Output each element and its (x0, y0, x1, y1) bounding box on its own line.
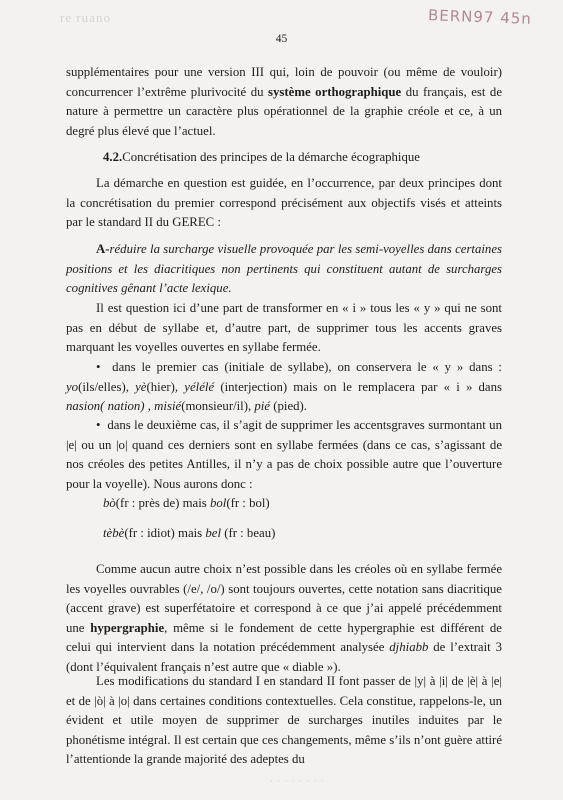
paragraph-5 (66, 672, 502, 770)
bullet-1-intro: dans le premier cas (initiale de syllabe), on conservera le « y » dans : (112, 360, 502, 374)
paragraph-3 (66, 299, 502, 358)
section-heading-number: 4.2. (103, 150, 123, 164)
paragraph-5-text: Les modifications du standard I en standard II font passer de |y| à |i| de |è| à |e| et de |ò| à |o| dans certaines conditions contextuelles. Cela constitue, rappelons-le, un évident et utile moyen de supprimer de surcharges inutiles induites par le phonétisme intégral. Il est certain que ces changements, même s’ils n’ont guère attiré l’attentionde la grande majorité des adeptes du (66, 674, 502, 766)
paragraph-2-text: La démarche en question est guidée, en l’occurrence, par deux principes dont la concrétisation du premier correspond précisément aux objectifs visés et atteints par le standard II du GEREC : (66, 176, 502, 229)
paragraph-4-bold: hypergraphie (90, 620, 165, 635)
principle-a-label: A- (96, 242, 110, 256)
principle-a-quote (66, 240, 502, 299)
example-gloss: (fr : beau) (221, 526, 276, 540)
paragraph-4-middle: , même si le fondement de cette hypergraphie est différent de celui qui intervient dans la notation précédemment analysée (66, 620, 502, 654)
handwritten-archive-note: BERN97 45n (427, 6, 533, 28)
paragraph-4-end: de l’extrait 3 (dont l’équivalent français n’est autre que « diable »). (66, 640, 503, 674)
paragraph-4-italic-word: djhiabb (389, 640, 429, 654)
example-gloss: (pied). (270, 399, 308, 413)
section-heading (103, 148, 503, 168)
paragraph-1-end: du français, est de nature à permettre un caractère plus opérationnel de la graphie créole et ce, à un degré plus élevé que l’actuel. (66, 84, 502, 138)
example-word: bò (103, 496, 116, 510)
example-word: bol (209, 496, 227, 510)
faded-footer-text: · · · · · · · · (270, 776, 325, 786)
section-heading-text: Concrétisation des principes de la démarche écographique (122, 150, 420, 164)
bullet-item-2 (66, 416, 502, 494)
example-word: tèbè (103, 526, 125, 540)
example-gloss: (fr : idiot) mais (124, 526, 206, 540)
example-word: yo (66, 379, 79, 394)
example-word: yè (135, 379, 147, 394)
example-gloss: (fr : près de) mais (115, 496, 210, 510)
example-line-1 (103, 494, 503, 514)
example-gloss: (interjection) mais on le remplacera par « i » dans (214, 379, 502, 394)
bullet-dot-icon: • (96, 360, 113, 374)
paragraph-1-bold: système orthographique (268, 84, 402, 99)
paragraph-1-start: supplémentaires pour une version III qui, loin de pouvoir (ou même de vouloir) concurrencer l’extrême plurivocité du (66, 65, 502, 99)
example-gloss: (fr : bol) (226, 496, 270, 510)
paragraph-3-text: Il est question ici d’une part de transformer en « i » tous les « y » qui ne sont pas en début de syllabe et, d’autre part, de supprimer tous les accents graves marquant les voyelles ouvertes en syllabe fermée. (66, 301, 502, 354)
paragraph-2 (66, 174, 502, 233)
bullet-item-1 (66, 358, 502, 417)
bullet-2-text: dans le deuxième cas, il s’agit de supprimer les accentsgraves surmontant un |e| ou un |o| quand ces derniers sont en syllabe fermées (dans ce cas, s’agissant de nos créoles des petites Antilles, il n’y a pas de choix possible autre que l’ouverture pour la voyelle). Nous aurons donc : (66, 418, 502, 491)
faded-margin-note: re ruano (60, 10, 111, 25)
example-gloss: , (144, 399, 155, 413)
example-gloss: (hier), (146, 379, 185, 394)
example-word: misié (154, 399, 182, 413)
page-number: 45 (275, 33, 288, 45)
paragraph-1 (66, 63, 502, 141)
bullet-dot-icon: • (96, 418, 108, 432)
paragraph-4-start: Comme aucun autre choix n’est possible dans les créoles où en syllabe fermée les voyelles ouvrables (/e/, /o/) sont toujours ouvertes, cette notation sans diacritique (accent grave) est superfétatoire et correspond à ce que j’ai appelé précédemment une (66, 562, 502, 635)
example-line-2 (103, 524, 503, 544)
example-word: nasion( nation) (66, 399, 145, 413)
example-gloss: (monsieur/il), (181, 399, 255, 413)
paragraph-4 (66, 560, 502, 677)
example-word: pié (254, 399, 271, 413)
example-gloss: (ils/elles), (78, 379, 136, 394)
example-word: bel (205, 526, 221, 540)
example-word: yélélé (184, 379, 215, 394)
principle-a-text: réduire la surcharge visuelle provoquée par les semi-voyelles dans certaines positions et les diacritiques non pertinents qui constituent autant de surcharges cognitives gênant l’acte lexique. (66, 242, 502, 295)
